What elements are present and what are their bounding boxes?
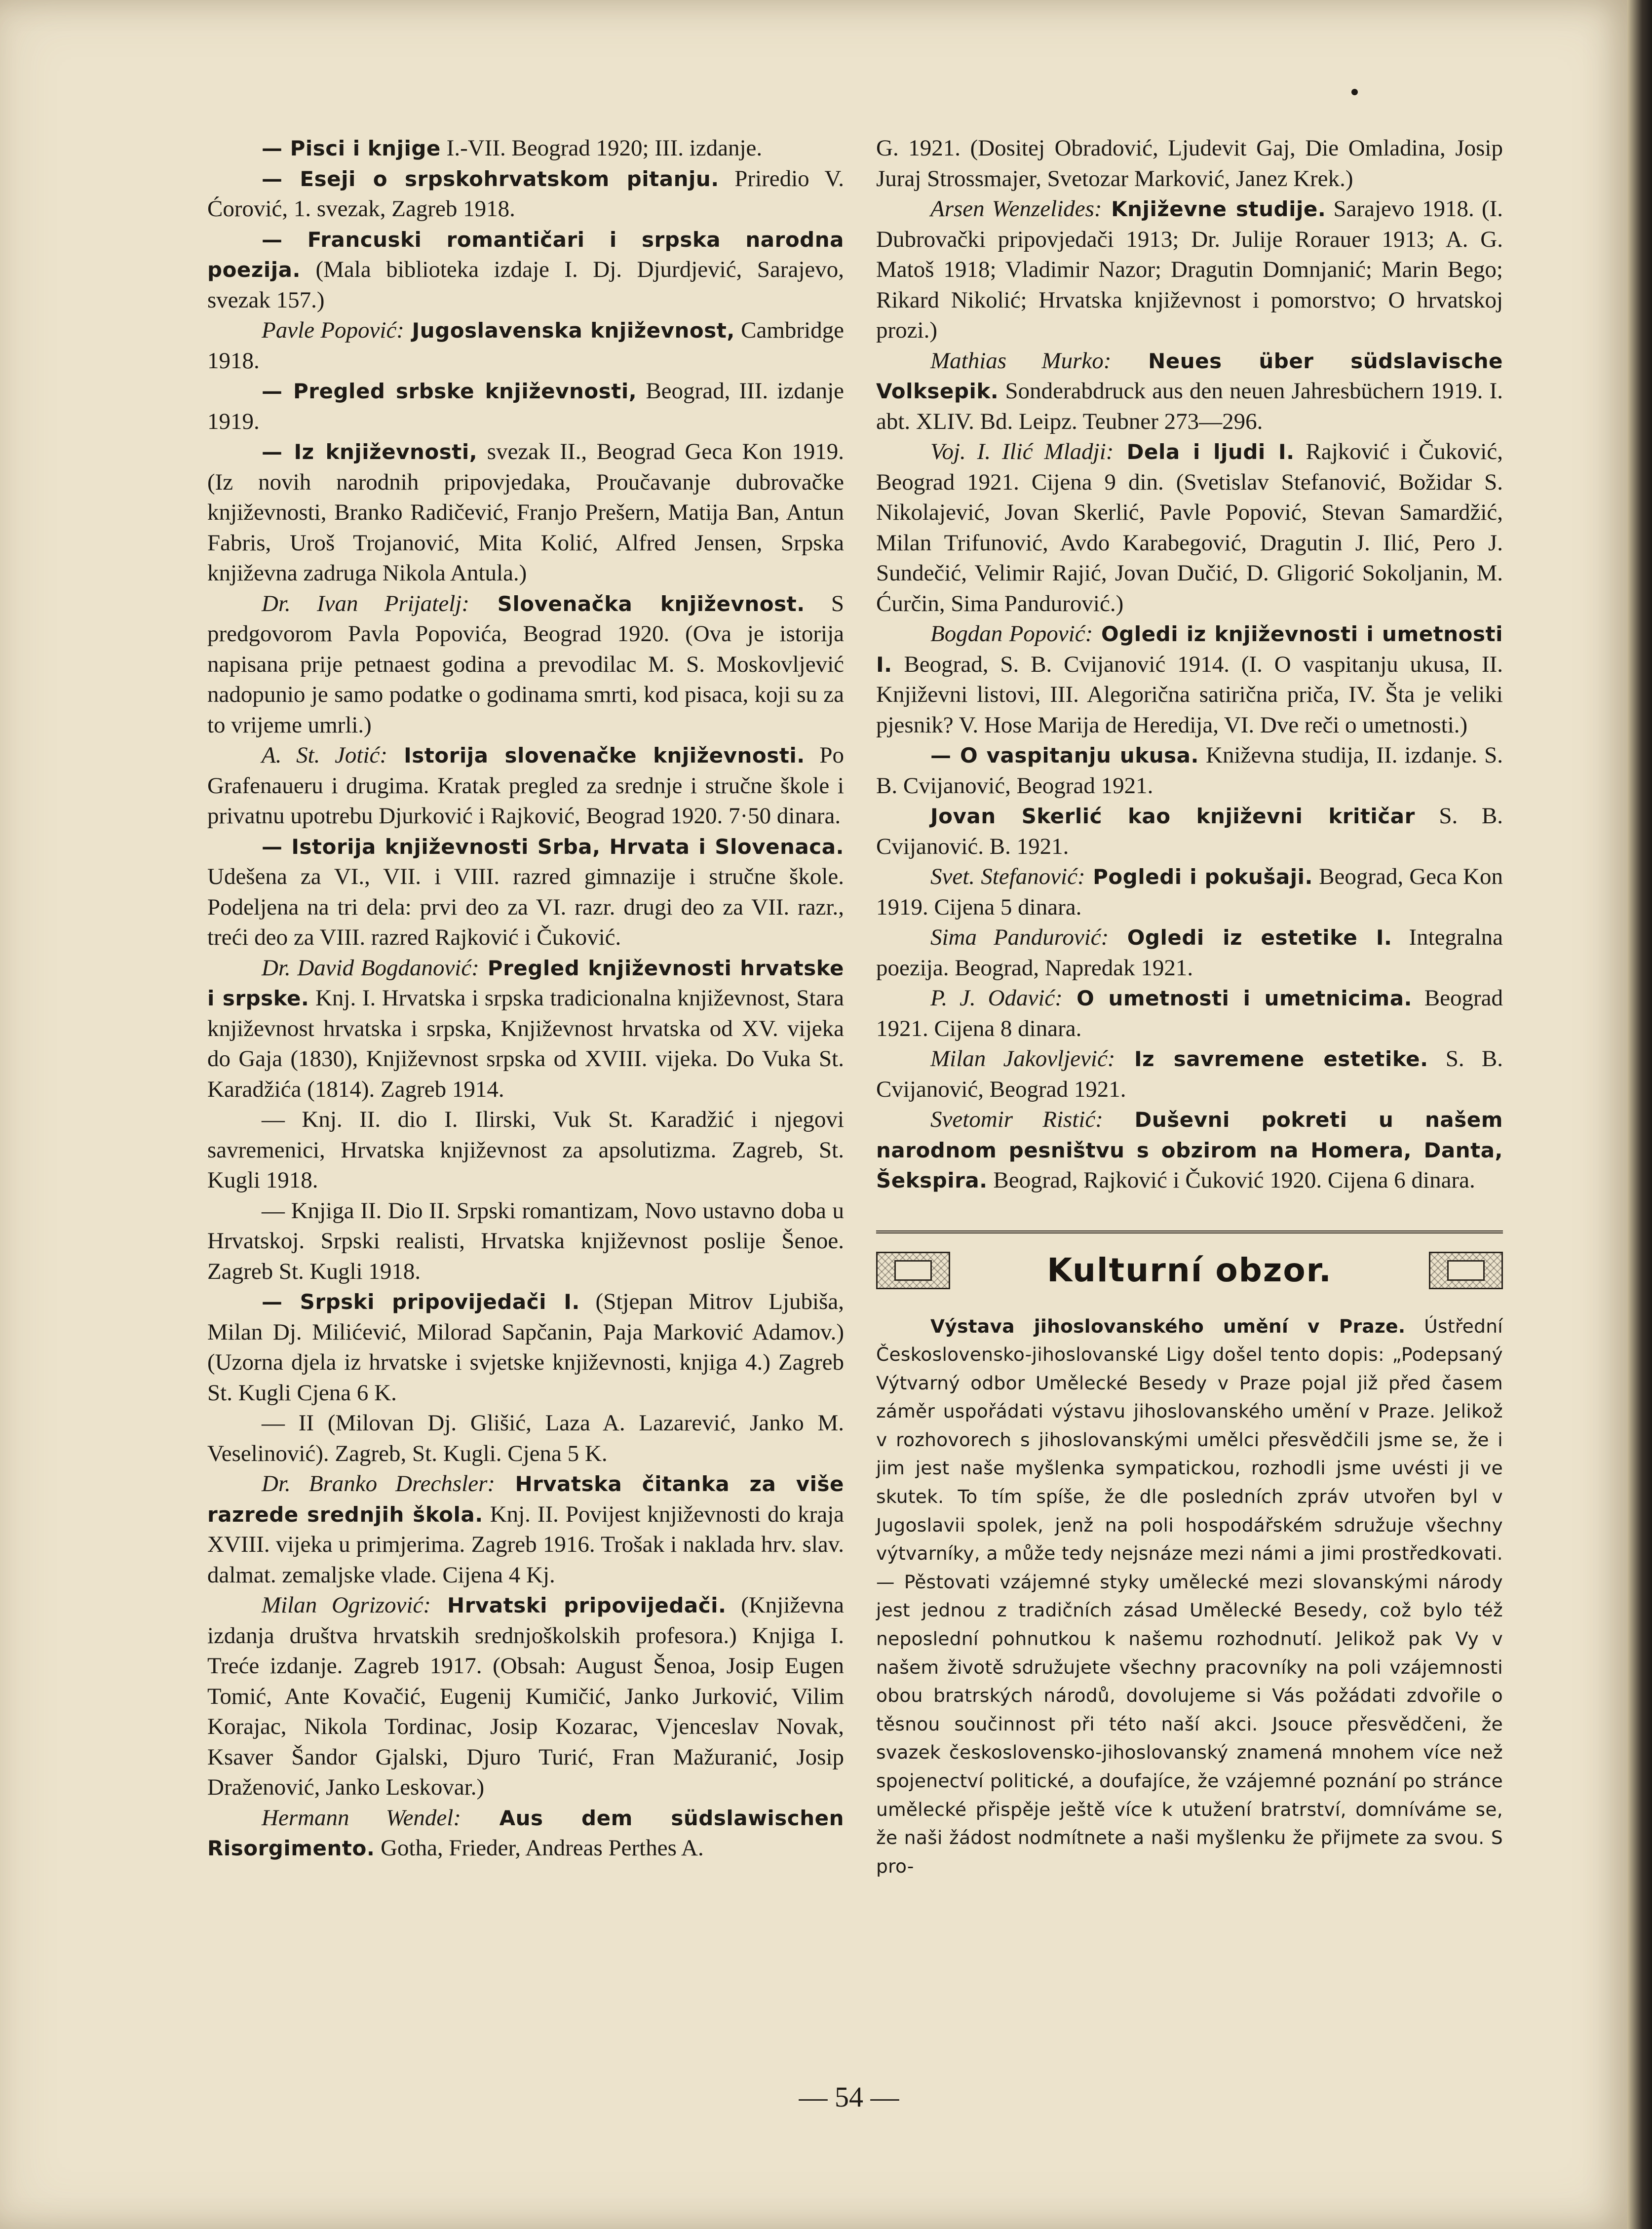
entry-title: Jugoslavenska književnost,	[404, 318, 735, 343]
entry-details: (Književna izdanja društva hrvatskih srednjoškolskih profesora.) Knjiga I. Treće izdanje. Zagreb 1917. (Obsah: August Šenoa, Josip Eugen Tomić, Ante Kovačić, Eugenij Kumičić, Janko Jurković, Vilim Korajac, Nikola Tordinac, Josip Kozarac, Vjenceslav Novak, Ksaver Šandor Gjalski, Djuro Turić, Fran Mažuranić, Josip Draženović, Janko Leskovar.)	[207, 1592, 845, 1800]
entry-title: Književne studije.	[1102, 197, 1326, 221]
left-column	[207, 133, 844, 1864]
entry-title: O umetnosti i umetnicima.	[1062, 986, 1412, 1010]
entry-author: Dr. Branko Drechsler:	[262, 1471, 496, 1497]
bibliography-entry	[207, 1408, 844, 1469]
entry-details: Sarajevo 1918. (I. Dubrovački pripovjedači 1913; Dr. Julije Rorauer 1913; A. G. Matoš 1918; Vladimir Nazor; Dragutin Domnjanić; Marin Bego; Rikard Nikolić; Hrvatska književnost i pomorstvo; O hrvatskoj prozi.)	[876, 196, 1503, 343]
entry-author: Svetomir Ristić:	[930, 1107, 1103, 1132]
bibliography-entry	[207, 1469, 844, 1590]
entry-author: Hermann Wendel:	[262, 1805, 461, 1831]
entry-author: Arsen Wenzelides:	[930, 196, 1102, 222]
bibliography-entry	[207, 953, 844, 1105]
entry-details: Cambridge 1918.	[207, 317, 844, 374]
entry-title: — Francuski romantičari i srpska narodna poezija.	[207, 227, 844, 282]
entry-details: — Knj. II. dio I. Ilirski, Vuk St. Karadžić i njegovi savremenici, Hrvatska književnost za apsolutizma. Zagreb, St. Kugli 1918.	[207, 1107, 844, 1193]
bibliography-entry	[207, 164, 844, 225]
page-number: — 54 —	[799, 2081, 899, 2113]
entry-title: — Istorija književnosti Srba, Hrvata i Slovenaca.	[262, 834, 844, 859]
entry-title: — Pisci i knjige	[262, 136, 441, 160]
entry-title: Slovenačka književnost.	[469, 591, 805, 616]
bibliography-entry	[207, 1105, 844, 1196]
section-title: Kulturní obzor.	[1047, 1251, 1332, 1289]
bibliography-entry	[207, 1196, 844, 1287]
entry-title: — Eseji o srpskohrvatskom pitanju.	[262, 166, 719, 191]
entry-details: Beograd, III. izdanje 1919.	[207, 378, 844, 434]
bibliography-entry	[207, 1287, 844, 1408]
entry-details: G. 1921. (Dositej Obradović, Ljudevit Gaj, Die Omladina, Josip Juraj Strossmajer, Svetozar Marković, Janez Krek.)	[876, 135, 1503, 192]
entry-details: Beograd 1921. Cijena 8 dinara.	[876, 985, 1503, 1041]
bibliography-entry	[876, 1044, 1503, 1105]
entry-details: Beograd, Geca Kon 1919. Cijena 5 dinara.	[876, 864, 1503, 920]
entry-title: Ogledi iz književnosti i umetnosti I.	[876, 622, 1503, 677]
entry-title: — Srpski pripovijedači I.	[262, 1290, 580, 1314]
entry-details: Knj. II. Povijest književnosti do kraja XVIII. vijeka u primjerima. Zagreb 1916. Trošak i naklada hrv. slav. dalmat. zemaljske vlade. Cijena 4 Kj.	[207, 1501, 844, 1588]
bibliography-entry	[876, 194, 1503, 346]
entry-title: Hrvatski pripovijedači.	[430, 1593, 727, 1617]
entry-details: Beograd, S. B. Cvijanović 1914. (I. O vaspitanju ukusa, II. Književni listovi, III. Alegorična satirična priča, IV. Šta je veliki pjesnik? V. Hose Marija de Heredija, VI. Dve reči o umetnosti.)	[876, 651, 1503, 738]
entry-details: Gotha, Frieder, Andreas Perthes A.	[375, 1835, 704, 1861]
entry-title: Dela i ljudi I.	[1114, 440, 1295, 464]
entry-title: Pregled književnosti hrvatske i srpske.	[207, 956, 844, 1010]
bibliography-entry	[207, 225, 844, 316]
entry-author: Svet. Stefanović:	[930, 864, 1085, 889]
section-text: Ústřední Československo-jihoslovanské Ligy došel tento dopis: „Podepsaný Výtvarný odbor Umělecké Besedy v Praze pojal již před časem záměr uspořádati výstavu jihoslovanského umění v Praze. Jelikož v rozhovorech s jihoslovanskými umělci přesvědčili jsme se, že i jim jest naše myšlenka sympatickou, rozhodli jsme uvésti ji ve skutek. To tím spíše, že dle posledních zpráv utvořen byl v Jugoslavii spolek, jenž na poli hospodářském sdružuje všechny výtvarníky, a může tedy nejsnáze mezi námi a jimi prostředkovati. — Pěstovati vzájemné styky umělecké mezi slovanskými národy jest jednou z tradičních zásad Umělecké Besedy, což bylo též neposlední pohnutkou k našemu rozhodnutí. Jelikož pak Vy v našem životě sdružujete všechny pracovníky na poli vzájemnosti obou bratrských národů, dovolujeme si Vás požádati zdvořile o těsnou součinnost při této naší akci. Jsouce přesvědčeni, že svazek československo-jihoslovanský znamená mnohem více než spojenectví politické, a doufajíce, že vzájemné poznání po stránce umělecké přispěje ještě více k utužení bratrství, domníváme se, že naši žádost nodmítnete a naši myšlenku že přijmete za svou. S pro-	[876, 1315, 1503, 1877]
entry-details: svezak II., Beograd Geca Kon 1919. (Iz novih narodnih pripovjedaka, Proučavanje dubrovačke književnosti, Branko Radičević, Franjo Prešern, Matija Ban, Antun Fabris, Uroš Trojanović, Mita Kolić, Alfred Jensen, Srpska književna zadruga Nikola Antula.)	[207, 439, 844, 586]
bibliography-entry	[876, 1105, 1503, 1196]
entry-title: Neues über südslavische Volksepik.	[876, 348, 1503, 403]
entry-author: Milan Jakovljević:	[930, 1046, 1115, 1072]
entry-author: Pavle Popović:	[262, 317, 404, 343]
entry-details: Integralna poezija. Beograd, Napredak 1921.	[876, 924, 1503, 981]
section-lead: Výstava jihoslovanského umění v Praze.	[930, 1315, 1406, 1337]
bibliography-entry	[876, 619, 1503, 740]
entry-title: — Pregled srbske književnosti,	[262, 379, 637, 403]
bibliography-entry	[207, 589, 844, 741]
entry-details: — II (Milovan Dj. Glišić, Laza A. Lazarević, Janko M. Veselinović). Zagreb, St. Kugli. Cjena 5 K.	[207, 1410, 844, 1466]
entry-details: S predgovorom Pavla Popovića, Beograd 1920. (Ova je istorija napisana prije petnaest godina a prevodilac M. S. Moskovljević nadopunio je samo podatke o godinama smrti, kod pisaca, koji su za to vrijeme umrli.)	[207, 590, 844, 738]
entry-author: P. J. Odavić:	[930, 985, 1063, 1011]
entry-details: I.-VII. Beograd 1920; III. izdanje.	[440, 135, 763, 161]
bibliography-entry	[207, 1590, 844, 1803]
entry-title: Jovan Skerlić kao književni kritičar	[930, 804, 1415, 828]
bibliography-entry	[207, 133, 844, 164]
entry-author: Bogdan Popović:	[930, 621, 1093, 647]
entry-title: Istorija slovenačke književnosti.	[387, 743, 805, 768]
entry-details: (Mala biblioteka izdaje I. Dj. Djurdjević, Sarajevo, svezak 157.)	[207, 257, 844, 313]
entry-title: — O vaspitanju ukusa.	[930, 743, 1199, 768]
entry-title: Pogledi i pokušaji.	[1085, 865, 1313, 889]
entry-title: Duševni pokreti u našem narodnom pesništvu s obzirom na Homera, Danta, Šekspira.	[876, 1108, 1503, 1192]
bibliography-entry	[876, 740, 1503, 801]
ornament-right-icon	[1429, 1252, 1503, 1289]
ink-speck	[1351, 89, 1358, 95]
entry-author: Dr. David Bogdanović:	[262, 955, 479, 981]
entry-details: Sonderabdruck aus den neuen Jahresbüchern 1919. I. abt. XLIV. Bd. Leipz. Teubner 273—296.	[876, 378, 1503, 434]
bibliography-entry	[876, 983, 1503, 1044]
entry-author: Sima Pandurović:	[930, 924, 1109, 950]
entry-details: (Stjepan Mitrov Ljubiša, Milan Dj. Milićević, Milorad Sapčanin, Paja Marković Adamov.) (Uzorna djela iz hrvatske i svjetske književnosti, knjiga 4.) Zagreb St. Kugli Cjena 6 K.	[207, 1289, 844, 1406]
entry-details: Priredio V. Ćorović, 1. svezak, Zagreb 1918.	[207, 165, 844, 222]
bibliography-entry	[876, 922, 1503, 983]
entry-title: Aus dem südslawischen Risorgimento.	[207, 1806, 844, 1860]
section-header	[876, 1230, 1503, 1298]
bibliography-entry	[876, 801, 1503, 862]
bibliography-entry	[876, 133, 1503, 194]
bibliography-entry	[207, 437, 844, 589]
entry-details: Kniževna studija, II. izdanje. S. B. Cvijanović, Beograd 1921.	[876, 742, 1503, 799]
entry-details: — Knjiga II. Dio II. Srpski romantizam, Novo ustavno doba u Hrvatskoj. Srpski realisti, Hrvatska književnost poslije Šenoe. Zagreb St. Kugli 1918.	[207, 1197, 844, 1284]
entry-author: Milan Ogrizović:	[262, 1592, 431, 1618]
right-column-entries	[876, 133, 1503, 1196]
bibliography-entry	[876, 437, 1503, 619]
bibliography-entry	[207, 1803, 844, 1864]
bibliography-entry	[876, 346, 1503, 437]
bibliography-entry	[207, 315, 844, 376]
ornament-left-icon	[876, 1252, 950, 1289]
entry-details: Rajković i Čuković, Beograd 1921. Cijena 9 din. (Svetislav Stefanović, Božidar S. Nikolajević, Jovan Skerlić, Pavle Popović, Stevan Samardžić, Milan Trifunović, Avdo Karabegović, Dragutin J. Ilić, Pero J. Sundečić, Velimir Rajić, Jovan Dučić, D. Gligorić Sokoljanin, M. Ćurčin, Sima Pandurović.)	[876, 439, 1503, 616]
entry-details: Knj. I. Hrvatska i srpska tradicionalna književnost, Stara književnost hrvatska i srpska, Književnost hrvatska od XV. vijeka do Gaja (1830), Književnost srpska od XVIII. vijeka. Do Vuka St. Karadžića (1814). Zagreb 1914.	[207, 985, 844, 1102]
section-body	[876, 1312, 1503, 1881]
bibliography-entry	[876, 862, 1503, 922]
entry-title: Hrvatska čitanka za više razrede srednjih škola.	[207, 1472, 844, 1527]
entry-details: Beograd, Rajković i Čuković 1920. Cijena 6 dinara.	[987, 1167, 1475, 1193]
entry-author: Mathias Murko:	[930, 347, 1112, 374]
bibliography-entry	[207, 832, 844, 953]
entry-title: — Iz književnosti,	[262, 440, 478, 464]
entry-details: Po Grafenaueru i drugima. Kratak pregled za srednje i stručne škole i privatnu upotrebu Djurković i Rajković, Beograd 1920. 7·50 dinara.	[207, 742, 844, 829]
entry-author: Dr. Ivan Prijatelj:	[262, 590, 469, 616]
book-spine	[1627, 0, 1652, 2229]
entry-details: S. B. Cvijanović, Beograd 1921.	[876, 1046, 1503, 1102]
entry-author: A. St. Jotić:	[262, 742, 388, 768]
bibliography-entry	[207, 376, 844, 437]
entry-details: S. B. Cvijanović. B. 1921.	[876, 803, 1503, 859]
entry-author: Voj. I. Ilić Mladji:	[930, 439, 1114, 464]
entry-title: Iz savremene estetike.	[1115, 1047, 1428, 1071]
right-column	[876, 133, 1503, 1899]
entry-title: Ogledi iz estetike I.	[1109, 925, 1392, 950]
entry-details: Udešena za VI., VII. i VIII. razred gimnazije i stručne škole. Podeljena na tri dela: prvi deo za VI. razr. drugi deo za VII. razr., treći deo za VIII. razred Rajković i Čuković.	[207, 864, 844, 950]
bibliography-entry	[207, 740, 844, 832]
